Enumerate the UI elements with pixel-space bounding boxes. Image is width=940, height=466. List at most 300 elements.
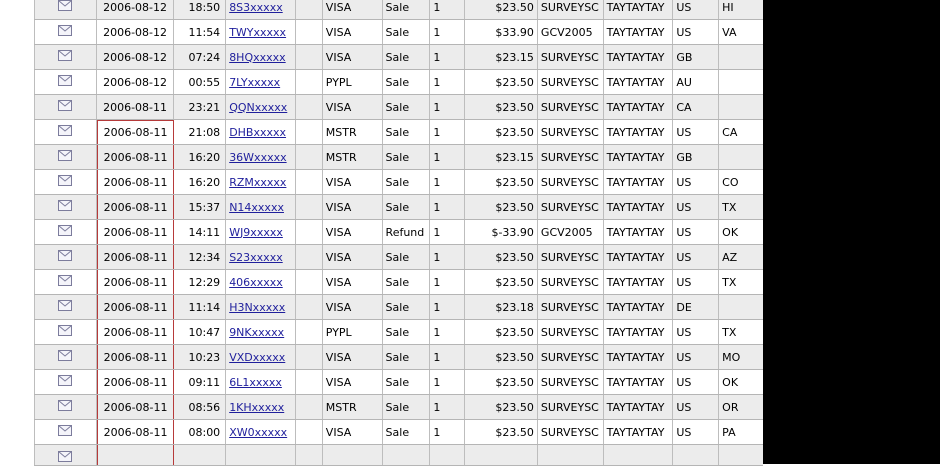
email-cell	[34, 0, 97, 19]
time-cell: 23:21	[174, 95, 226, 119]
table-row	[34, 395, 763, 420]
envelope-icon[interactable]	[58, 150, 72, 164]
transaction-type-cell: Sale	[383, 420, 431, 444]
transaction-type-cell: Sale	[383, 295, 431, 319]
affiliate-cell	[604, 445, 674, 465]
email-cell	[34, 270, 97, 294]
state-cell: HI	[722, 0, 734, 14]
order-id-link[interactable]: N14xxxxx	[229, 200, 284, 214]
email-cell	[34, 395, 97, 419]
envelope-icon[interactable]	[58, 125, 72, 139]
table-row	[34, 45, 763, 70]
date-cell: 2006-08-12	[97, 70, 175, 94]
date-cell: 2006-08-11	[97, 195, 175, 219]
table-row	[34, 420, 763, 445]
time-cell: 16:20	[174, 145, 226, 169]
payment-method-cell: PYPL	[323, 320, 383, 344]
transaction-type-cell: Sale	[383, 120, 431, 144]
blank-cell	[296, 370, 323, 394]
source-cell: SURVEYSC	[538, 0, 604, 19]
transaction-type-cell: Sale	[383, 20, 431, 44]
blank-cell	[296, 145, 323, 169]
table-row	[34, 370, 763, 395]
state-cell: CA	[722, 125, 738, 139]
blank-cell	[296, 70, 323, 94]
date-cell: 2006-08-11	[97, 270, 175, 294]
time-cell: 12:34	[174, 245, 226, 269]
country-cell: US	[673, 345, 719, 369]
order-id-link[interactable]: DHBxxxxx	[229, 125, 287, 139]
payment-method-cell: VISA	[323, 345, 383, 369]
email-cell	[34, 220, 97, 244]
transaction-type-cell	[383, 445, 431, 465]
state-cell	[719, 445, 763, 465]
time-cell: 10:23	[174, 345, 226, 369]
table-row	[34, 120, 763, 145]
table-row	[34, 345, 763, 370]
email-cell	[34, 20, 97, 44]
affiliate-cell: TAYTAYTAY	[604, 320, 674, 344]
transaction-type-cell: Sale	[383, 245, 431, 269]
time-cell: 11:54	[174, 20, 226, 44]
transaction-type-cell: Sale	[383, 395, 431, 419]
amount-cell: $23.50	[465, 245, 538, 269]
time-cell: 18:50	[174, 0, 226, 19]
state-cell	[719, 70, 763, 94]
affiliate-cell: TAYTAYTAY	[604, 20, 674, 44]
payment-method-cell	[323, 445, 383, 465]
blank-cell	[296, 120, 323, 144]
amount-cell: $23.50	[465, 395, 538, 419]
order-id-link[interactable]: 1KHxxxxx	[229, 400, 285, 414]
payment-method-cell: VISA	[323, 45, 383, 69]
order-id-link[interactable]: QQNxxxxx	[229, 100, 288, 114]
amount-cell: $23.50	[465, 195, 538, 219]
state-cell: AZ	[722, 250, 738, 264]
order-id-link[interactable]: 36Wxxxxx	[229, 150, 287, 164]
source-cell: SURVEYSC	[538, 120, 604, 144]
envelope-icon[interactable]	[58, 75, 72, 89]
envelope-icon[interactable]	[58, 0, 72, 14]
transaction-type-cell: Refund	[383, 220, 431, 244]
email-cell	[34, 370, 97, 394]
date-cell: 2006-08-11	[97, 220, 175, 244]
table-row	[34, 270, 763, 295]
time-cell: 21:08	[174, 120, 226, 144]
amount-cell: $23.50	[465, 170, 538, 194]
order-id-link[interactable]: 406xxxxx	[229, 275, 283, 289]
country-cell: US	[673, 195, 719, 219]
amount-cell	[465, 445, 538, 465]
time-cell: 15:37	[174, 195, 226, 219]
country-cell: CA	[673, 95, 719, 119]
envelope-icon[interactable]	[58, 300, 72, 314]
blank-cell	[296, 420, 323, 444]
state-cell: MO	[722, 350, 741, 364]
source-cell: SURVEYSC	[538, 420, 604, 444]
blank-cell	[296, 320, 323, 344]
transaction-type-cell: Sale	[383, 370, 431, 394]
order-id-link[interactable]: 7LYxxxxx	[229, 75, 281, 89]
quantity-cell: 1	[430, 245, 465, 269]
affiliate-cell: TAYTAYTAY	[604, 195, 674, 219]
amount-cell: $23.18	[465, 295, 538, 319]
blank-cell	[296, 345, 323, 369]
state-cell: OR	[722, 400, 739, 414]
transaction-type-cell: Sale	[383, 70, 431, 94]
date-cell: 2006-08-12	[97, 0, 175, 19]
email-cell	[34, 45, 97, 69]
date-cell: 2006-08-11	[97, 170, 175, 194]
order-id-cell	[226, 20, 296, 44]
source-cell: SURVEYSC	[538, 270, 604, 294]
affiliate-cell: TAYTAYTAY	[604, 245, 674, 269]
email-cell	[34, 445, 97, 465]
order-id-cell	[226, 45, 296, 69]
date-cell: 2006-08-11	[97, 395, 175, 419]
transaction-type-cell: Sale	[383, 270, 431, 294]
amount-cell: $-33.90	[465, 220, 538, 244]
state-cell	[719, 295, 763, 319]
table-row	[34, 145, 763, 170]
order-id-cell	[226, 370, 296, 394]
affiliate-cell: TAYTAYTAY	[604, 145, 674, 169]
country-cell: US	[673, 420, 719, 444]
affiliate-cell: TAYTAYTAY	[604, 45, 674, 69]
order-id-cell	[226, 445, 296, 465]
quantity-cell: 1	[430, 345, 465, 369]
blank-cell	[296, 445, 323, 465]
order-id-cell	[226, 120, 296, 144]
order-id-cell	[226, 70, 296, 94]
state-cell: OK	[722, 225, 739, 239]
blank-cell	[296, 0, 323, 19]
quantity-cell: 1	[430, 20, 465, 44]
payment-method-cell: VISA	[323, 245, 383, 269]
amount-cell: $23.50	[465, 70, 538, 94]
table-row	[34, 295, 763, 320]
source-cell: GCV2005	[538, 20, 604, 44]
payment-method-cell: VISA	[323, 0, 383, 19]
envelope-icon[interactable]	[58, 400, 72, 414]
order-id-cell	[226, 0, 296, 19]
transaction-type-cell: Sale	[383, 145, 431, 169]
order-id-cell	[226, 345, 296, 369]
envelope-icon[interactable]	[58, 50, 72, 64]
quantity-cell: 1	[430, 120, 465, 144]
email-cell	[34, 95, 97, 119]
country-cell: US	[673, 245, 719, 269]
country-cell: US	[673, 370, 719, 394]
order-id-cell	[226, 420, 296, 444]
transactions-table	[34, 0, 763, 466]
country-cell: US	[673, 270, 719, 294]
source-cell: SURVEYSC	[538, 45, 604, 69]
state-cell: VA	[722, 25, 737, 39]
payment-method-cell: VISA	[323, 295, 383, 319]
country-cell: US	[673, 220, 719, 244]
amount-cell: $23.50	[465, 320, 538, 344]
affiliate-cell: TAYTAYTAY	[604, 370, 674, 394]
blank-cell	[296, 270, 323, 294]
payment-method-cell: PYPL	[323, 70, 383, 94]
order-id-cell	[226, 395, 296, 419]
payment-method-cell: VISA	[323, 270, 383, 294]
envelope-icon[interactable]	[58, 200, 72, 214]
quantity-cell: 1	[430, 370, 465, 394]
state-cell: OK	[722, 375, 739, 389]
blank-cell	[296, 170, 323, 194]
date-cell: 2006-08-12	[97, 45, 175, 69]
amount-cell: $33.90	[465, 20, 538, 44]
affiliate-cell: TAYTAYTAY	[604, 0, 674, 19]
blank-cell	[296, 245, 323, 269]
quantity-cell: 1	[430, 395, 465, 419]
country-cell: AU	[673, 70, 719, 94]
table-row	[34, 170, 763, 195]
transaction-type-cell: Sale	[383, 195, 431, 219]
amount-cell: $23.50	[465, 370, 538, 394]
payment-method-cell: VISA	[323, 220, 383, 244]
quantity-cell: 1	[430, 45, 465, 69]
table-row	[34, 445, 763, 466]
envelope-icon[interactable]	[58, 175, 72, 189]
state-cell: TX	[722, 325, 737, 339]
date-cell: 2006-08-11	[97, 295, 175, 319]
email-cell	[34, 120, 97, 144]
right-black-panel	[763, 0, 940, 464]
quantity-cell: 1	[430, 70, 465, 94]
date-cell: 2006-08-11	[97, 95, 175, 119]
state-cell	[719, 145, 763, 169]
source-cell: SURVEYSC	[538, 95, 604, 119]
country-cell	[673, 445, 719, 465]
source-cell: SURVEYSC	[538, 295, 604, 319]
order-id-link[interactable]: XW0xxxxx	[229, 425, 288, 439]
order-id-link[interactable]: 8S3xxxxx	[229, 0, 283, 14]
envelope-icon[interactable]	[58, 325, 72, 339]
transaction-type-cell: Sale	[383, 320, 431, 344]
quantity-cell: 1	[430, 170, 465, 194]
email-cell	[34, 320, 97, 344]
source-cell	[538, 445, 604, 465]
time-cell: 14:11	[174, 220, 226, 244]
payment-method-cell: VISA	[323, 20, 383, 44]
transaction-type-cell: Sale	[383, 345, 431, 369]
payment-method-cell: MSTR	[323, 395, 383, 419]
date-cell: 2006-08-11	[97, 320, 175, 344]
order-id-cell	[226, 170, 296, 194]
payment-method-cell: VISA	[323, 195, 383, 219]
email-cell	[34, 170, 97, 194]
envelope-icon[interactable]	[58, 225, 72, 239]
source-cell: SURVEYSC	[538, 395, 604, 419]
source-cell: SURVEYSC	[538, 320, 604, 344]
order-id-cell	[226, 320, 296, 344]
affiliate-cell: TAYTAYTAY	[604, 220, 674, 244]
country-cell: US	[673, 320, 719, 344]
state-cell: TX	[722, 200, 737, 214]
affiliate-cell: TAYTAYTAY	[604, 70, 674, 94]
envelope-icon[interactable]	[58, 451, 72, 465]
date-cell: 2006-08-12	[97, 20, 175, 44]
state-cell	[719, 45, 763, 69]
order-id-cell	[226, 95, 296, 119]
quantity-cell: 1	[430, 195, 465, 219]
date-cell: 2006-08-11	[97, 420, 175, 444]
time-cell	[174, 445, 226, 465]
affiliate-cell: TAYTAYTAY	[604, 295, 674, 319]
quantity-cell: 1	[430, 95, 465, 119]
country-cell: US	[673, 120, 719, 144]
amount-cell: $23.50	[465, 345, 538, 369]
payment-method-cell: MSTR	[323, 120, 383, 144]
source-cell: SURVEYSC	[538, 245, 604, 269]
order-id-link[interactable]: 6L1xxxxx	[229, 375, 282, 389]
quantity-cell: 1	[430, 220, 465, 244]
country-cell: GB	[673, 45, 719, 69]
time-cell: 11:14	[174, 295, 226, 319]
table-row	[34, 70, 763, 95]
order-id-cell	[226, 220, 296, 244]
envelope-icon[interactable]	[58, 425, 72, 439]
date-cell: 2006-08-11	[97, 245, 175, 269]
email-cell	[34, 420, 97, 444]
source-cell: SURVEYSC	[538, 70, 604, 94]
source-cell: SURVEYSC	[538, 195, 604, 219]
payment-method-cell: VISA	[323, 420, 383, 444]
email-cell	[34, 70, 97, 94]
time-cell: 00:55	[174, 70, 226, 94]
affiliate-cell: TAYTAYTAY	[604, 170, 674, 194]
payment-method-cell: VISA	[323, 170, 383, 194]
affiliate-cell: TAYTAYTAY	[604, 420, 674, 444]
time-cell: 07:24	[174, 45, 226, 69]
source-cell: SURVEYSC	[538, 345, 604, 369]
order-id-link[interactable]: TWYxxxxx	[229, 25, 287, 39]
affiliate-cell: TAYTAYTAY	[604, 345, 674, 369]
blank-cell	[296, 220, 323, 244]
affiliate-cell: TAYTAYTAY	[604, 120, 674, 144]
table-row	[34, 245, 763, 270]
quantity-cell: 1	[430, 270, 465, 294]
blank-cell	[296, 95, 323, 119]
country-cell: US	[673, 0, 719, 19]
envelope-icon[interactable]	[58, 25, 72, 39]
email-cell	[34, 245, 97, 269]
blank-cell	[296, 45, 323, 69]
amount-cell: $23.50	[465, 420, 538, 444]
time-cell: 09:11	[174, 370, 226, 394]
envelope-icon[interactable]	[58, 250, 72, 264]
envelope-icon[interactable]	[58, 275, 72, 289]
table-row	[34, 0, 763, 20]
transaction-type-cell: Sale	[383, 170, 431, 194]
transaction-type-cell: Sale	[383, 0, 431, 19]
time-cell: 16:20	[174, 170, 226, 194]
envelope-icon[interactable]	[58, 100, 72, 114]
table-row	[34, 220, 763, 245]
state-cell: PA	[722, 425, 736, 439]
order-id-link[interactable]: 8HQxxxxx	[229, 50, 286, 64]
quantity-cell	[430, 445, 465, 465]
table-row	[34, 20, 763, 45]
order-id-cell	[226, 145, 296, 169]
time-cell: 10:47	[174, 320, 226, 344]
source-cell: SURVEYSC	[538, 145, 604, 169]
order-id-link[interactable]: 9NKxxxxx	[229, 325, 285, 339]
quantity-cell: 1	[430, 145, 465, 169]
order-id-cell	[226, 295, 296, 319]
time-cell: 08:00	[174, 420, 226, 444]
transaction-type-cell: Sale	[383, 45, 431, 69]
time-cell: 12:29	[174, 270, 226, 294]
time-cell: 08:56	[174, 395, 226, 419]
country-cell: US	[673, 170, 719, 194]
order-id-cell	[226, 270, 296, 294]
amount-cell: $23.50	[465, 0, 538, 19]
payment-method-cell: MSTR	[323, 145, 383, 169]
quantity-cell: 1	[430, 295, 465, 319]
source-cell: SURVEYSC	[538, 370, 604, 394]
blank-cell	[296, 195, 323, 219]
state-cell: CO	[722, 175, 739, 189]
blank-cell	[296, 395, 323, 419]
date-cell: 2006-08-11	[97, 370, 175, 394]
affiliate-cell: TAYTAYTAY	[604, 95, 674, 119]
date-cell: 2006-08-11	[97, 120, 175, 144]
envelope-icon[interactable]	[58, 350, 72, 364]
table-row	[34, 95, 763, 120]
email-cell	[34, 345, 97, 369]
date-cell: 2006-08-11	[97, 145, 175, 169]
state-cell: TX	[722, 275, 737, 289]
envelope-icon[interactable]	[58, 375, 72, 389]
amount-cell: $23.15	[465, 45, 538, 69]
country-cell: US	[673, 395, 719, 419]
order-id-link[interactable]: VXDxxxxx	[229, 350, 286, 364]
source-cell: SURVEYSC	[538, 170, 604, 194]
email-cell	[34, 195, 97, 219]
quantity-cell: 1	[430, 420, 465, 444]
country-cell: US	[673, 20, 719, 44]
order-id-cell	[226, 195, 296, 219]
state-cell	[719, 95, 763, 119]
table-row	[34, 195, 763, 220]
amount-cell: $23.50	[465, 270, 538, 294]
amount-cell: $23.50	[465, 95, 538, 119]
table-row	[34, 320, 763, 345]
order-id-link[interactable]: H3Nxxxxx	[229, 300, 286, 314]
blank-cell	[296, 20, 323, 44]
amount-cell: $23.15	[465, 145, 538, 169]
blank-cell	[296, 295, 323, 319]
source-cell: GCV2005	[538, 220, 604, 244]
transaction-type-cell: Sale	[383, 95, 431, 119]
quantity-cell: 1	[430, 320, 465, 344]
date-cell	[97, 445, 175, 465]
email-cell	[34, 295, 97, 319]
order-id-cell	[226, 245, 296, 269]
order-id-link[interactable]: S23xxxxx	[229, 250, 283, 264]
email-cell	[34, 145, 97, 169]
payment-method-cell: VISA	[323, 95, 383, 119]
affiliate-cell: TAYTAYTAY	[604, 395, 674, 419]
quantity-cell: 1	[430, 0, 465, 19]
order-id-link[interactable]: RZMxxxxx	[229, 175, 287, 189]
order-id-link[interactable]: WJ9xxxxx	[229, 225, 283, 239]
amount-cell: $23.50	[465, 120, 538, 144]
